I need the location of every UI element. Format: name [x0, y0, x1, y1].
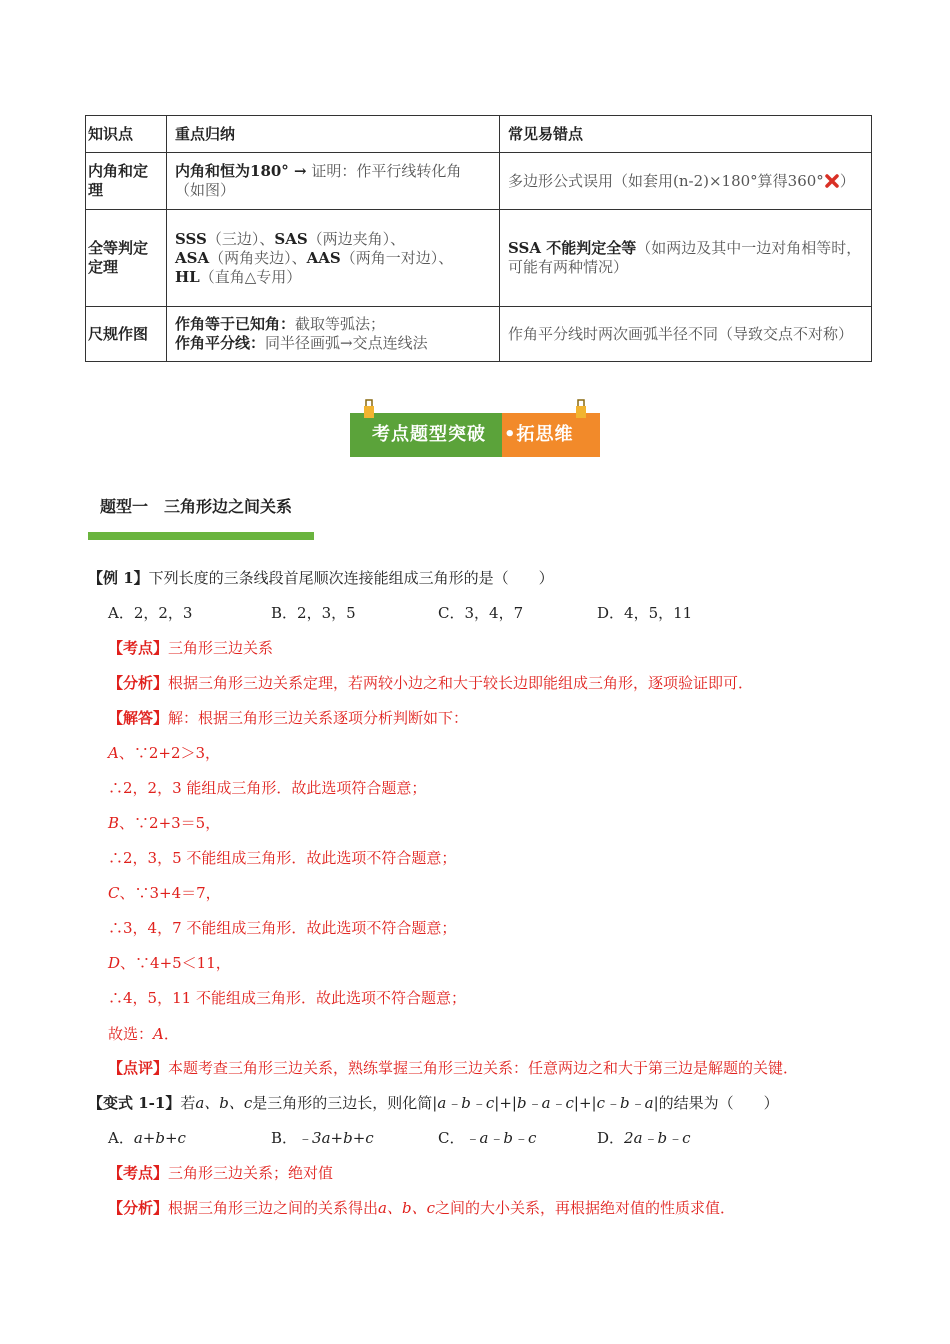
row-topic: 尺规作图 — [86, 307, 167, 362]
option-expr: 2a﹣b﹣c — [624, 1129, 691, 1147]
kaodian-label: 【考点】 — [108, 639, 169, 657]
variant-vars: a、b、c — [195, 1094, 253, 1112]
step-letter: C — [108, 884, 120, 902]
jieda-line — [108, 708, 468, 728]
option-expr: ﹣a﹣b﹣c — [464, 1129, 537, 1147]
variant-fenxi-line — [108, 1198, 735, 1218]
row-error — [500, 210, 872, 307]
section-banner — [350, 413, 600, 457]
knowledge-table — [85, 115, 872, 362]
choice-prefix: 故选： — [108, 1025, 154, 1043]
table-row — [86, 153, 872, 210]
step-letter: B — [108, 814, 120, 832]
key-bold: ASA — [175, 248, 210, 267]
row-key-point — [167, 307, 500, 362]
step-line — [108, 848, 456, 868]
step-text: ∴2，2，3 能组成三角形．故此选项符合题意； — [108, 779, 427, 797]
variant-text: 是三角形的三边长，则化简| — [252, 1094, 438, 1112]
key-rest: （三边）、 — [206, 229, 275, 248]
step-text: 、∵2+3＝5， — [119, 814, 221, 832]
error-rest: （如两边及其中一边对角相等时，可能有两种情况） — [508, 239, 862, 276]
row-error: 作角平分线时两次画弧半径不同（导致交点不对称） — [500, 307, 872, 362]
step-text: 、∵3+4＝7， — [119, 884, 221, 902]
header-common-errors: 常见易错点 — [500, 116, 872, 153]
step-line — [108, 743, 220, 763]
step-text: 、∵2+2＞3， — [118, 744, 221, 762]
step-text: ∴4，5，11 不能组成三角形．故此选项不符合题意； — [108, 989, 466, 1007]
row-error — [500, 153, 872, 210]
option-a: A．2，2，3 — [108, 604, 193, 622]
example-label: 【例 1】 — [88, 569, 149, 587]
table-header-row — [86, 116, 872, 153]
variant-text: |的结果为（ ） — [653, 1094, 779, 1112]
option-d: D．4，5，11 — [597, 604, 693, 622]
step-letter: D — [108, 954, 121, 972]
variant-expr: a﹣b﹣c|+|b﹣a﹣c|+|c﹣b﹣a — [437, 1094, 654, 1112]
step-line — [108, 813, 220, 833]
key-rest: 截取等弧法； — [295, 315, 386, 333]
step-line — [108, 988, 466, 1008]
key-rest: （两边夹角）、 — [307, 229, 406, 248]
step-line — [108, 918, 456, 938]
banner-left-text: 考点题型突破 — [372, 424, 486, 445]
dianping-label: 【点评】 — [108, 1059, 169, 1077]
table-row — [86, 307, 872, 362]
kaodian-line — [108, 638, 273, 658]
kaodian-text: 三角形三边关系 — [168, 639, 274, 657]
option-expr: ﹣3a+b+c — [297, 1129, 374, 1147]
key-rest: 同半径画弧→交点连线法 — [265, 334, 428, 352]
variant-option-d — [597, 1128, 691, 1148]
question-text: 下列长度的三条线段首尾顺次连接能组成三角形的是（ ） — [148, 569, 554, 587]
option-letter: D． — [597, 1129, 625, 1147]
dianping-text: 本题考查三角形三边关系，熟练掌握三角形三边关系：任意两边之和大于第三边是解题的关键． — [168, 1059, 799, 1077]
variant-text: 若 — [180, 1094, 196, 1112]
section-title: 题型一 三角形边之间关系 — [100, 497, 293, 516]
key-bold: 作角平分线： — [175, 334, 266, 352]
binder-clip-icon — [574, 398, 588, 420]
fenxi-text: 根据三角形三边关系定理，若两较小边之和大于较长边即能组成三角形，逐项验证即可． — [168, 674, 754, 692]
error-end: ） — [839, 171, 855, 190]
option-letter: A． — [108, 1129, 134, 1147]
error-text: 多边形公式误用（如套用(n-2)×180°算得360° — [508, 171, 824, 190]
fenxi-vars: a、b、c — [378, 1199, 435, 1217]
jieda-label: 【解答】 — [108, 709, 169, 727]
choice-suffix: ． — [163, 1025, 179, 1043]
key-bold: AAS — [306, 248, 341, 267]
variant-question — [88, 1093, 779, 1113]
key-bold: HL — [175, 267, 200, 286]
example-question — [88, 568, 554, 588]
step-line — [108, 778, 426, 798]
key-rest: （两角一对边）、 — [340, 248, 454, 267]
key-rest: （两角夹边）、 — [209, 248, 307, 267]
variant-kaodian-line — [108, 1163, 333, 1183]
choice-line — [108, 1024, 179, 1044]
key-bold: SAS — [274, 229, 308, 248]
step-text: ∴3，4，7 不能组成三角形．故此选项不符合题意； — [108, 919, 457, 937]
step-line — [108, 953, 231, 973]
red-cross-icon — [824, 173, 840, 189]
key-bold: 内角和恒为180° → — [175, 162, 307, 180]
option-b: B．2，3，5 — [271, 604, 356, 622]
step-text: 、∵4+5＜11， — [120, 954, 231, 972]
choice-letter: A — [153, 1025, 164, 1043]
kaodian-label: 【考点】 — [108, 1164, 169, 1182]
step-line — [108, 883, 221, 903]
fenxi-text: 根据三角形三边之间的关系得出 — [168, 1199, 379, 1217]
option-letter: B． — [271, 1129, 298, 1147]
step-letter: A — [108, 744, 119, 762]
fenxi-text: 之间的大小关系，再根据绝对值的性质求值． — [434, 1199, 735, 1217]
fenxi-label: 【分析】 — [108, 674, 169, 692]
option-expr: a+b+c — [133, 1129, 186, 1147]
row-key-point — [167, 210, 500, 307]
variant-option-b — [271, 1128, 374, 1148]
variant-label: 【变式 1-1】 — [88, 1094, 181, 1112]
table-row — [86, 210, 872, 307]
row-key-point — [167, 153, 500, 210]
key-rest: 证明：作平行线转化角（如图） — [175, 162, 462, 199]
header-topic: 知识点 — [86, 116, 167, 153]
option-c: C．3，4，7 — [438, 604, 524, 622]
variant-option-a — [108, 1128, 186, 1148]
step-text: ∴2，3，5 不能组成三角形．故此选项不符合题意； — [108, 849, 457, 867]
header-key-points: 重点归纳 — [167, 116, 500, 153]
binder-clip-icon — [362, 398, 376, 420]
dianping-line — [108, 1058, 798, 1078]
option-letter: C． — [438, 1129, 465, 1147]
error-bold: SSA 不能判定全等 — [508, 239, 637, 257]
key-bold: SSS — [175, 229, 207, 248]
key-bold: 作角等于已知角： — [175, 315, 296, 333]
kaodian-text: 三角形三边关系；绝对值 — [168, 1164, 334, 1182]
fenxi-label: 【分析】 — [108, 1199, 169, 1217]
fenxi-line — [108, 673, 753, 693]
banner-right-text: •拓思维 — [504, 424, 574, 445]
variant-option-c — [438, 1128, 536, 1148]
jieda-text: 解：根据三角形三边关系逐项分析判断如下： — [168, 709, 469, 727]
section-underline — [88, 532, 314, 540]
row-topic: 内角和定理 — [86, 153, 167, 210]
row-topic: 全等判定定理 — [86, 210, 167, 307]
key-rest: （直角△专用） — [199, 267, 302, 286]
